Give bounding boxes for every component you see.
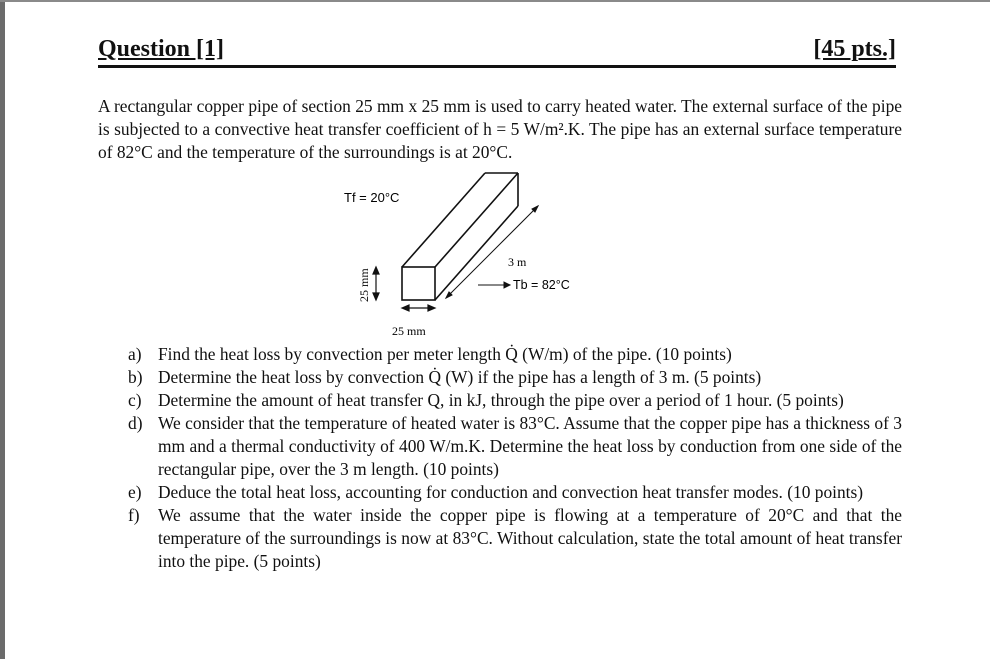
question-label: a) [128, 344, 142, 364]
question-title: Question [1] [98, 36, 224, 62]
surface-temp-label: Tb = 82°C [513, 278, 570, 292]
question-item-a [128, 343, 902, 366]
question-text: We assume that the water inside the copper pipe is flowing at a temperature of 20°C and that the temperature of the surroundings is now at 83°C. Without calculation, state the total amount of heat transfer into the pipe. (5 points) [158, 505, 902, 571]
question-text: Determine the heat loss by convection Q̇ (W) if the pipe has a length of 3 m. (5 points) [158, 367, 762, 387]
question-item-e [128, 481, 902, 504]
question-label: f) [128, 505, 140, 525]
pipe-diagram [330, 170, 600, 342]
question-text: Determine the amount of heat transfer Q, in kJ, through the pipe over a period of 1 hour. (5 points) [158, 390, 844, 410]
question-item-f [128, 504, 902, 573]
page-edge-top [0, 0, 990, 2]
question-item-d [128, 412, 902, 481]
header-rule [98, 65, 896, 68]
pipe-outline [402, 173, 518, 300]
surroundings-temp-label: Tf = 20°C [344, 190, 400, 205]
question-text: We consider that the temperature of heated water is 83°C. Assume that the copper pipe has a thickness of 3 mm and a thermal conductivity of 400 W/m.K. Determine the heat loss by conduction from one side of the rectangular pipe, over the 3 m length. (10 points) [158, 413, 902, 479]
pipe-width-label: 25 mm [392, 324, 426, 338]
question-text: Deduce the total heat loss, accounting for conduction and convection heat transfer modes. (10 points) [158, 482, 864, 502]
question-points: [45 pts.] [813, 36, 896, 62]
height-dimension [373, 267, 379, 300]
pipe-height-label: 25 mm [357, 268, 371, 302]
pipe-figure [330, 170, 600, 342]
question-label: c) [128, 390, 142, 410]
question-item-b [128, 366, 902, 389]
question-list [128, 343, 902, 573]
problem-statement: A rectangular copper pipe of section 25 mm x 25 mm is used to carry heated water. The external surface of the pipe is subjected to a convective heat transfer coefficient of h = 5 W/m².K. The pipe has an external surface temperature of 82°C and the temperature of the surroundings is at 20°C. [98, 96, 902, 162]
question-label: e) [128, 482, 142, 502]
width-dimension [402, 305, 435, 311]
question-label: d) [128, 413, 143, 433]
pipe-length-label: 3 m [508, 255, 527, 269]
question-text: Find the heat loss by convection per meter length Q̇ (W/m) of the pipe. (10 points) [158, 344, 732, 364]
question-label: b) [128, 367, 143, 387]
surface-temp-arrow [478, 282, 510, 288]
question-item-c [128, 389, 902, 412]
page-edge-left [0, 0, 5, 659]
question-header [98, 36, 896, 66]
